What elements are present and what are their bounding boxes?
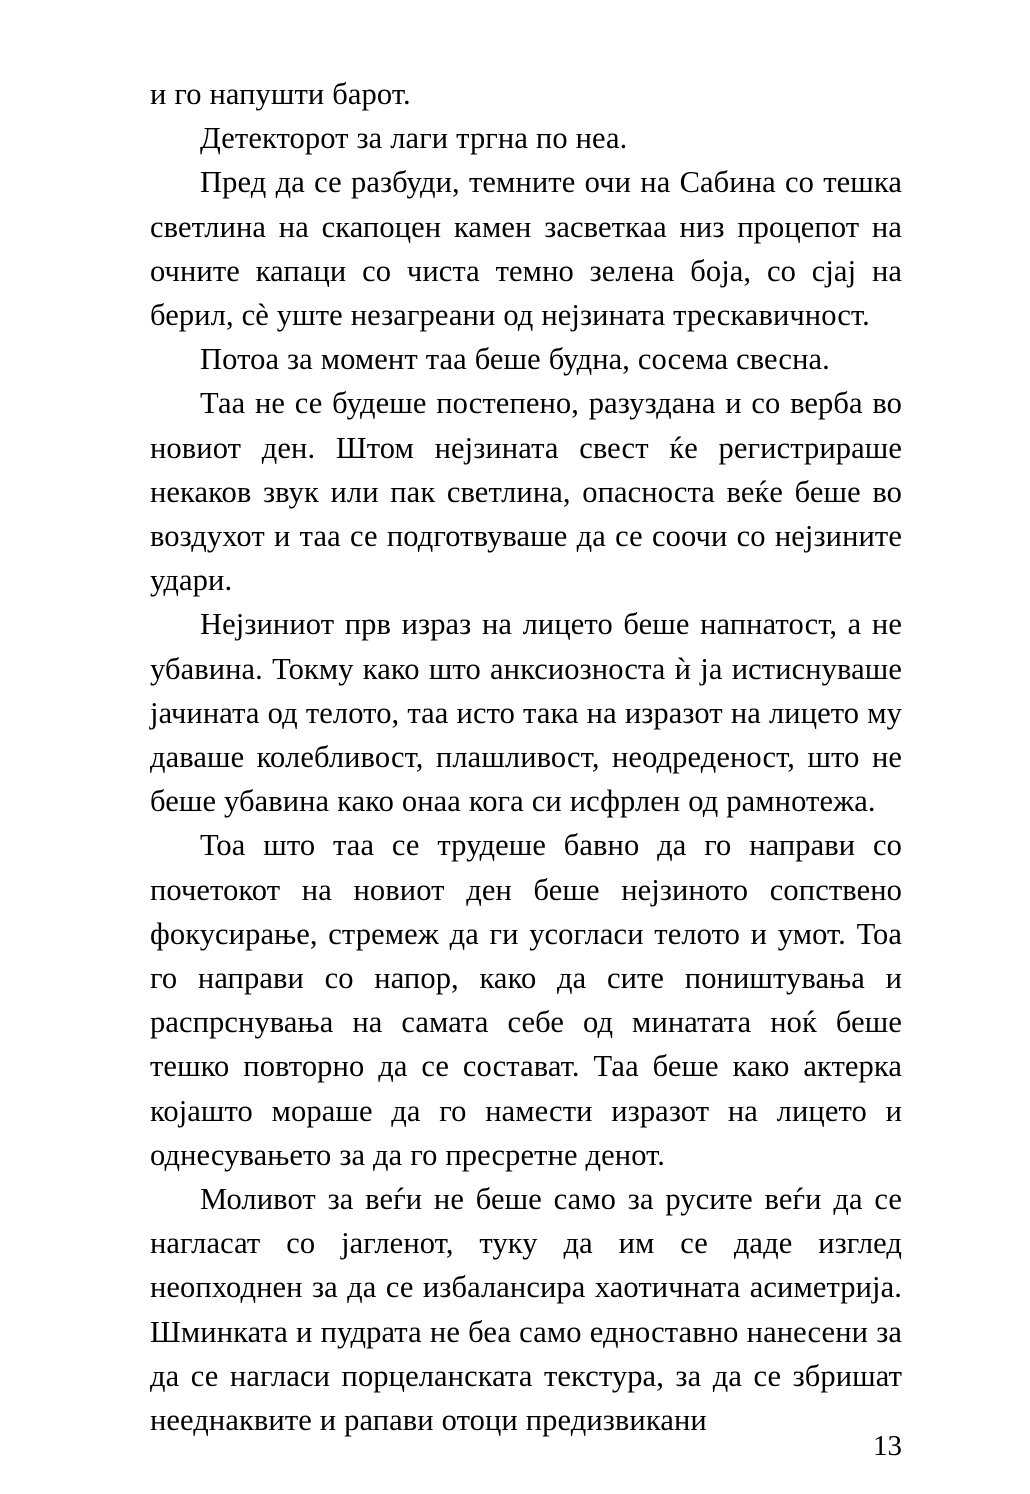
paragraph-2: Детекторот за лаги тргна по неа. bbox=[200, 121, 628, 156]
paragraph-7: Тоа што таа се трудеше бавно да го направи со почетокот на новиот ден беше нејзиното сопствено фокусирање, стремеж да ги усогласи телото и умот. Тоа го направи со напор, како да сите поништувања и распрснувања на самата себе од минатата ноќ беше тешко повторно да се состават. Таа беше како актерка којашто мораше да го намести изразот на лицето и однесувањето за да го пресретне денот. bbox=[150, 828, 902, 1172]
paragraph-8: Моливот за веѓи не беше само за русите веѓи да се нагласат со јагленот, туку да им се даде изглед неопходнен за да се избалансира хаотичната асиметрија. Шминката и пудрата не беа само едноставно нанесени за да се нагласи порцеланската текстура, за да се збришат нееднаквите и рапави отоци предизвикани bbox=[150, 1182, 902, 1438]
paragraph-5: Таа не се будеше постепено, разуздана и со верба во новиот ден. Штом нејзината свест ќе регистрираше некаков звук или пак светлина, опасноста веќе беше во воздухот и таа се подготвуваше да се соочи со нејзините удари. bbox=[150, 386, 902, 598]
paragraph-1: и го напушти барот. bbox=[150, 77, 411, 111]
paragraph-4: Потоа за момент таа беше будна, сосема свесна. bbox=[200, 342, 830, 377]
page-number: 13 bbox=[873, 1430, 902, 1462]
paragraph-3: Пред да се разбуди, темните очи на Сабина со тешка светлина на скапоцен камен засветкаа низ процепот на очните капаци со чиста темно зелена боја, со сјај на берил, сѐ уште незагреани од нејзината трескавичност. bbox=[150, 165, 902, 333]
page-text-block bbox=[150, 72, 902, 1442]
paragraph-6: Нејзиниот прв израз на лицето беше напнатост, а не убавина. Токму како што анксиозноста ѝ ја истиснуваше јачината од телото, таа исто така на изразот на лицето му даваше колебливост, плашливост, неодреденост, што не беше убавина како онаа кога си исфрлен од рамнотежа. bbox=[150, 607, 902, 819]
